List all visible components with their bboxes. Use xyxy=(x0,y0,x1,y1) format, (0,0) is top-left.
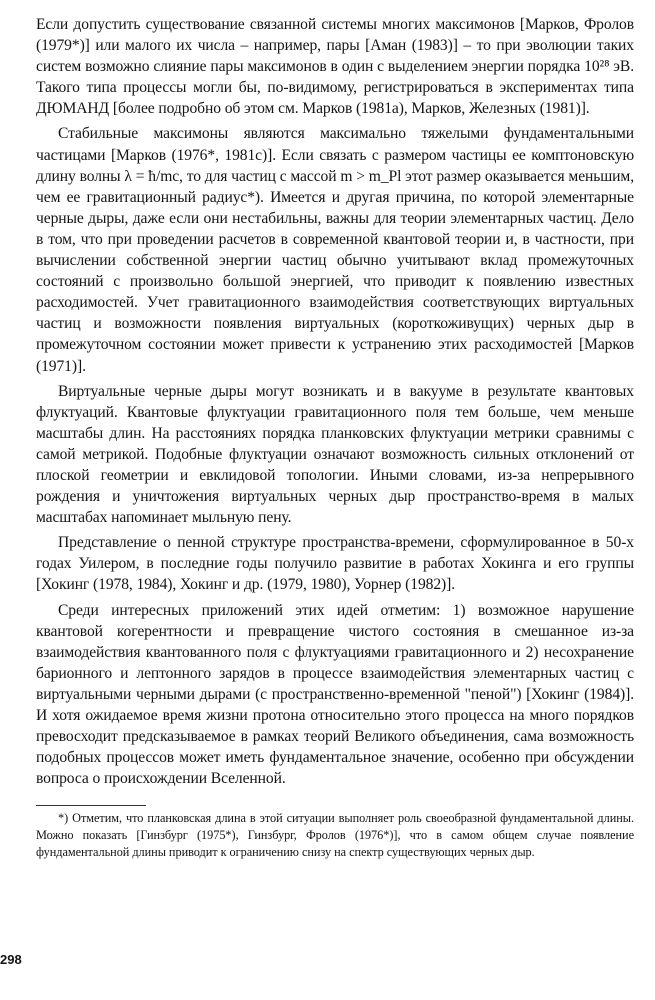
paragraph-5: Среди интересных приложений этих идей отметим: 1) возможное нарушение квантовой когерентности и превращение чистого состояния в смешанное из-за взаимодействия квантованного поля с флуктуациями гравитационного и 2) несохранение барионного и лептонного зарядов в процессе взаимодействия элементарных частиц с виртуальными черными дырами (с пространственно-временной "пеной") [Хокинг (1984)]. И хотя ожидаемое время жизни протона относительно этого процесса на много порядков превосходит предсказываемое в рамках теорий Великого объединения, сама возможность подобных процессов может иметь фундаментальное значение, особенно при обсуждении вопроса о происхождении Вселенной. xyxy=(36,601,634,788)
footnote-divider xyxy=(36,805,146,806)
page-body xyxy=(36,14,634,861)
paragraph-3: Виртуальные черные дыры могут возникать и в вакууме в результате квантовых флуктуаций. Квантовые флуктуации гравитационного поля тем больше, чем меньше масштабы длин. На расстояниях порядка планковских флуктуации метрики сравнимы с самой метрикой. Подобные флуктуации означают возможность сильных отклонений от плоской геометрии и евклидовой топологии. Иными словами, из-за непрерывного рождения и уничтожения виртуальных черных дыр пространство-время в малых масштабах напоминает мыльную пену. xyxy=(36,382,634,527)
paragraph-2: Стабильные максимоны являются максимально тяжелыми фундаментальными частицами [Марков (1976*, 1981c)]. Если связать с размером частицы ее комптоновскую длину волны λ = ħ/mc, то для частиц с массой m > m_Pl этот размер оказывается меньшим, чем ее гравитационный радиус*). Имеется и другая причина, по которой элементарные черные дыры, даже если они нестабильны, важны для теории элементарных частиц. Дело в том, что при проведении расчетов в современной квантовой теории и, в частности, при вычислении собственной энергии частиц обычно учитывают вклад промежуточных состояний с произвольно большой энергией, что приводит к появлению известных расходимостей. Учет гравитационного взаимодействия соответствующих виртуальных частиц и возможности появления виртуальных (короткоживущих) черных дыр в промежуточном состоянии может привести к устранению этих расходимостей [Марков (1971)]. xyxy=(36,125,634,375)
page-number: 298 xyxy=(0,952,22,967)
paragraph-1: Если допустить существование связанной системы многих максимонов [Марков, Фролов (1979*)] или малого их числа – например, пары [Аман (1983)] – то при эволюции таких систем возможно слияние пары максимонов в один с выделением энергии порядка 10²⁸ эВ. Такого типа процессы могли бы, по-видимому, регистрироваться в экспериментах типа ДЮМАНД [более подробно об этом см. Марков (1981a), Марков, Железных (1981)]. xyxy=(36,16,634,118)
footnote: *) Отметим, что планковская длина в этой ситуации выполняет роль своеобразной фундаментальной длины. Можно показать [Гинзбург (1975*), Гинзбург, Фролов (1976*)], что в самом общем случае появление фундаментальной длины приводит к ограничению снизу на спектр существующих черных дыр. xyxy=(36,811,634,860)
paragraph-4: Представление о пенной структуре пространства-времени, сформулированное в 50-х годах Уилером, в последние годы получило развитие в работах Хокинга и его группы [Хокинг (1978, 1984), Хокинг и др. (1979, 1980), Уорнер (1982)]. xyxy=(36,534,634,594)
